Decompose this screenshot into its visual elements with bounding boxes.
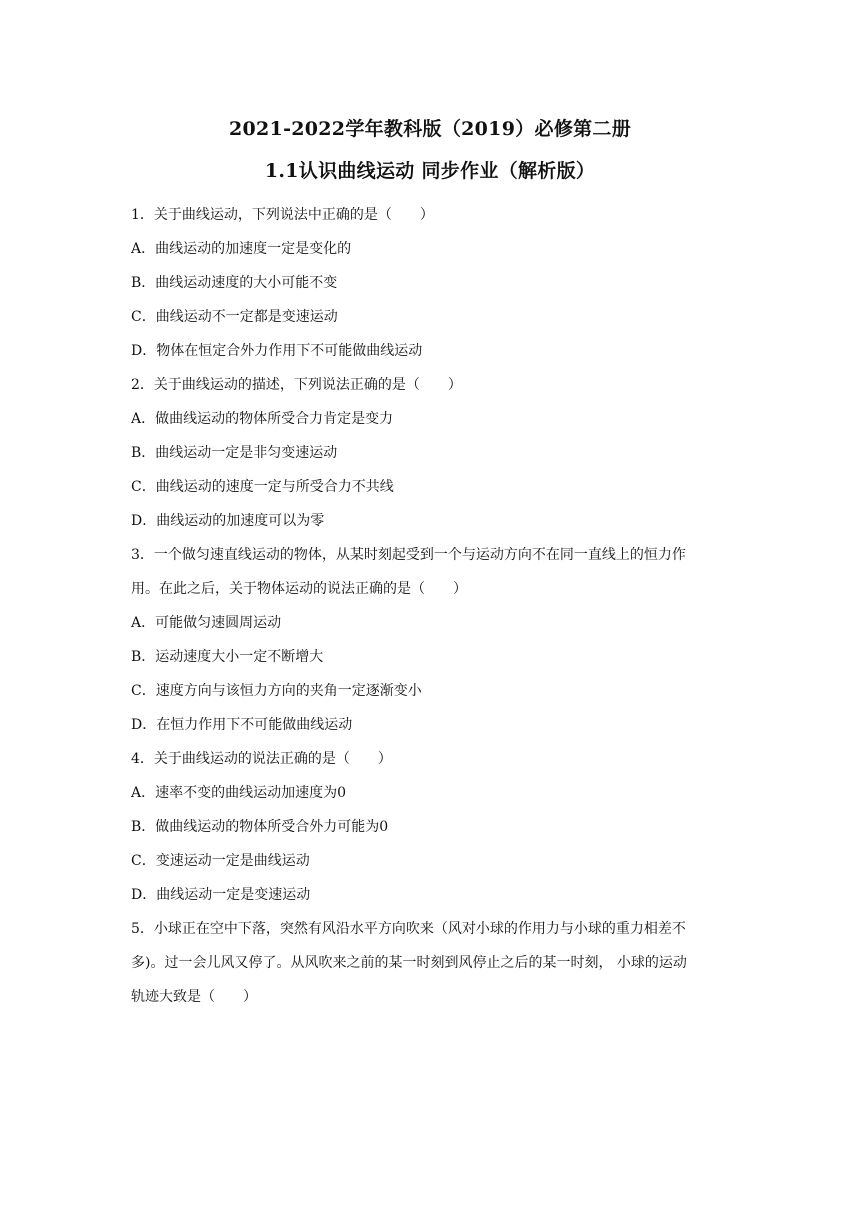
question-stem: 2．关于曲线运动的描述，下列说法正确的是（ ） xyxy=(131,377,462,393)
option-a: A．做曲线运动的物体所受合力肯定是变力 xyxy=(131,411,394,427)
option-b: B．曲线运动速度的大小可能不变 xyxy=(131,275,338,291)
question-stem: 4．关于曲线运动的说法正确的是（ ） xyxy=(131,751,392,767)
question-stem-line-3: 轨迹大致是（ ） xyxy=(131,989,257,1005)
question-stem-line-1: 5．小球正在空中下落，突然有风沿水平方向吹来（风对小球的作用力与小球的重力相差不 xyxy=(131,921,686,937)
option-c: C．速度方向与该恒力方向的夹角一定逐渐变小 xyxy=(131,683,422,699)
question-2 xyxy=(131,368,736,538)
question-stem-line-2: 多)。过一会儿风又停了。从风吹来之前的某一时刻到风停止之后的某一时刻， 小球的运动 xyxy=(131,955,687,971)
question-3 xyxy=(131,538,736,742)
option-b: B．做曲线运动的物体所受合外力可能为0 xyxy=(131,819,389,835)
option-c: C．曲线运动不一定都是变速运动 xyxy=(131,309,338,325)
option-a: A．曲线运动的加速度一定是变化的 xyxy=(131,241,352,257)
question-stem-line-1: 3．一个做匀速直线运动的物体，从某时刻起受到一个与运动方向不在同一直线上的恒力作 xyxy=(131,547,686,563)
document-title: 2021-2022学年教科版（2019）必修第二册 xyxy=(228,118,632,140)
option-d: D．物体在恒定合外力作用下不可能做曲线运动 xyxy=(131,343,423,359)
option-c: C．曲线运动的速度一定与所受合力不共线 xyxy=(131,479,394,495)
question-stem-line-2: 用。在此之后，关于物体运动的说法正确的是（ ） xyxy=(131,581,467,597)
option-d: D．曲线运动的加速度可以为零 xyxy=(131,513,325,529)
question-1 xyxy=(131,198,736,368)
document-subtitle: 1.1认识曲线运动 同步作业（解析版） xyxy=(264,160,596,182)
option-d: D．曲线运动一定是变速运动 xyxy=(131,887,311,903)
option-b: B．曲线运动一定是非匀变速运动 xyxy=(131,445,338,461)
question-list xyxy=(131,198,736,1014)
option-a: A．速率不变的曲线运动加速度为0 xyxy=(131,785,347,801)
question-5 xyxy=(131,912,736,1014)
option-c: C．变速运动一定是曲线运动 xyxy=(131,853,310,869)
option-a: A．可能做匀速圆周运动 xyxy=(131,615,282,631)
option-b: B．运动速度大小一定不断增大 xyxy=(131,649,324,665)
question-stem: 1．关于曲线运动，下列说法中正确的是（ ） xyxy=(131,207,434,223)
question-4 xyxy=(131,742,736,912)
option-d: D．在恒力作用下不可能做曲线运动 xyxy=(131,717,353,733)
